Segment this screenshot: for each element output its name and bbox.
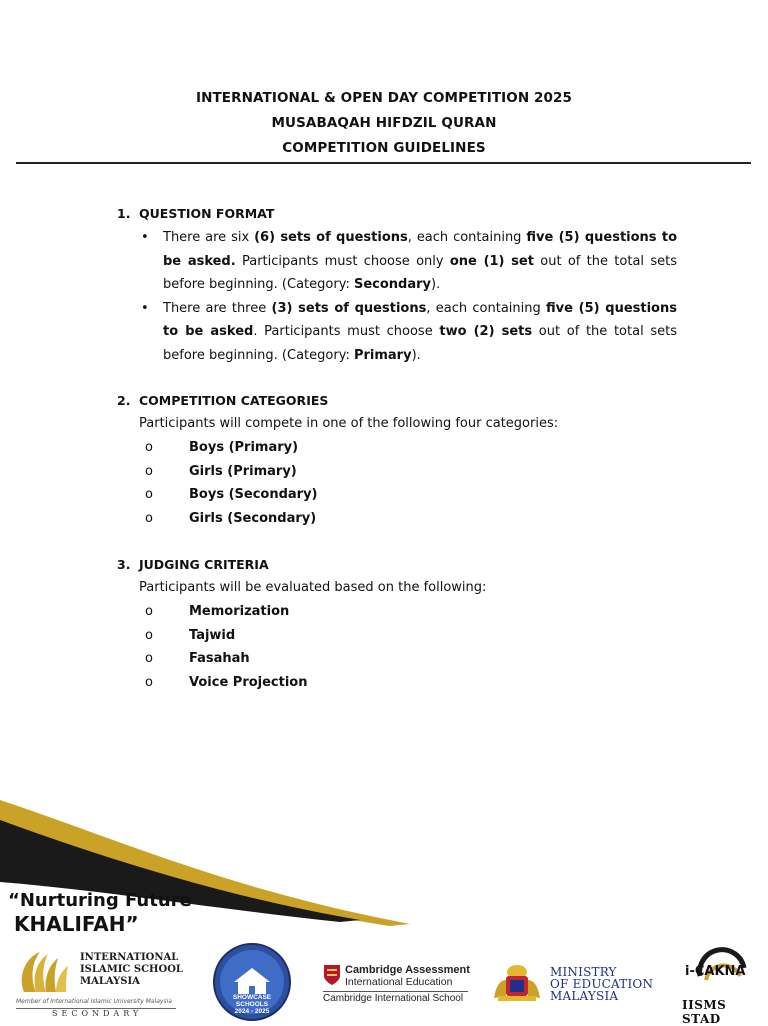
cambridge-school-label: Cambridge International School (323, 993, 464, 1004)
section-title (117, 554, 677, 576)
bullet-list (139, 226, 677, 367)
showcase-text-2: SCHOOLS (235, 1001, 269, 1008)
section-intro: Participants will be evaluated based on the following: (139, 580, 487, 595)
section-number: 3. (117, 557, 131, 572)
bullet-item-primary: • There are three (3) sets of questions, each containing five (5) questions to be asked. Participants must choose two (2) sets out of the total sets before beginning. (Category: Primary). (139, 297, 677, 368)
icakna-logo (680, 946, 764, 1026)
bullet-item-secondary: • There are six (6) sets of questions, each containing five (5) questions to be asked. Participants must choose only one (1) set out of the total sets before beginning. (Category: Secondary). (139, 226, 677, 297)
cambridge-subtitle: International Education (345, 976, 453, 988)
iism-emblem-icon (16, 948, 76, 998)
showcase-text-1: SHOWCASE (232, 994, 272, 1001)
iism-name-line-2: ISLAMIC SCHOOL (80, 964, 183, 975)
iism-name-line-1: INTERNATIONAL (80, 952, 179, 963)
section-judging-criteria (117, 554, 677, 694)
header-divider (16, 162, 751, 164)
header-line-guidelines: COMPETITION GUIDELINES (282, 140, 486, 156)
showcase-schools-badge (212, 942, 292, 1022)
document-header (0, 86, 768, 161)
icakna-name: i-CAKNA (685, 964, 746, 979)
moe-name-line-1: MINISTRY (550, 965, 617, 979)
section-heading: QUESTION FORMAT (139, 206, 275, 221)
section-competition-categories (117, 390, 677, 530)
list-item: o Voice Projection (145, 674, 308, 690)
section-title (117, 203, 677, 225)
criteria-list (145, 600, 677, 694)
list-item: o Memorization (145, 604, 290, 619)
list-item: o Tajwid (145, 627, 236, 643)
cambridge-divider (323, 991, 468, 992)
school-slogan (8, 890, 192, 936)
malaysia-coat-of-arms-icon (490, 962, 544, 1004)
cambridge-title: Cambridge Assessment (345, 964, 470, 976)
list-item: o Boys (Primary) (145, 440, 299, 455)
iisms-stad-label: IISMS STAD (682, 998, 727, 1026)
moe-name-line-2: OF EDUCATION (550, 977, 654, 991)
section-number: 2. (117, 393, 131, 408)
slogan-line-2: KHALIFAH” (14, 912, 139, 936)
list-item: o Fasahah (145, 651, 250, 666)
list-item: o Girls (Primary) (145, 463, 297, 479)
slogan-line-1: “Nurturing Future (8, 890, 192, 911)
iism-name-line-3: MALAYSIA (80, 976, 140, 987)
header-line-event: MUSABAQAH HIFDZIL QURAN (271, 115, 497, 131)
section-title (117, 390, 677, 412)
section-heading: JUDGING CRITERIA (139, 557, 269, 572)
category-list (145, 436, 677, 530)
section-number: 1. (117, 206, 131, 221)
iism-level-label: SECONDARY (52, 1009, 143, 1018)
moe-name-line-3: MALAYSIA (550, 989, 619, 1003)
header-line-competition: INTERNATIONAL & OPEN DAY COMPETITION 2025 (195, 90, 573, 106)
list-item: o Boys (Secondary) (145, 487, 318, 502)
cambridge-shield-icon (323, 964, 341, 986)
section-heading: COMPETITION CATEGORIES (139, 393, 329, 408)
section-intro: Participants will compete in one of the following four categories: (139, 416, 559, 431)
showcase-text-3: 2024 - 2025 (234, 1008, 270, 1015)
section-question-format (117, 203, 677, 367)
iism-membership-note: Member of International Islamic University Malaysia (16, 998, 172, 1005)
list-item: o Girls (Secondary) (145, 510, 317, 526)
